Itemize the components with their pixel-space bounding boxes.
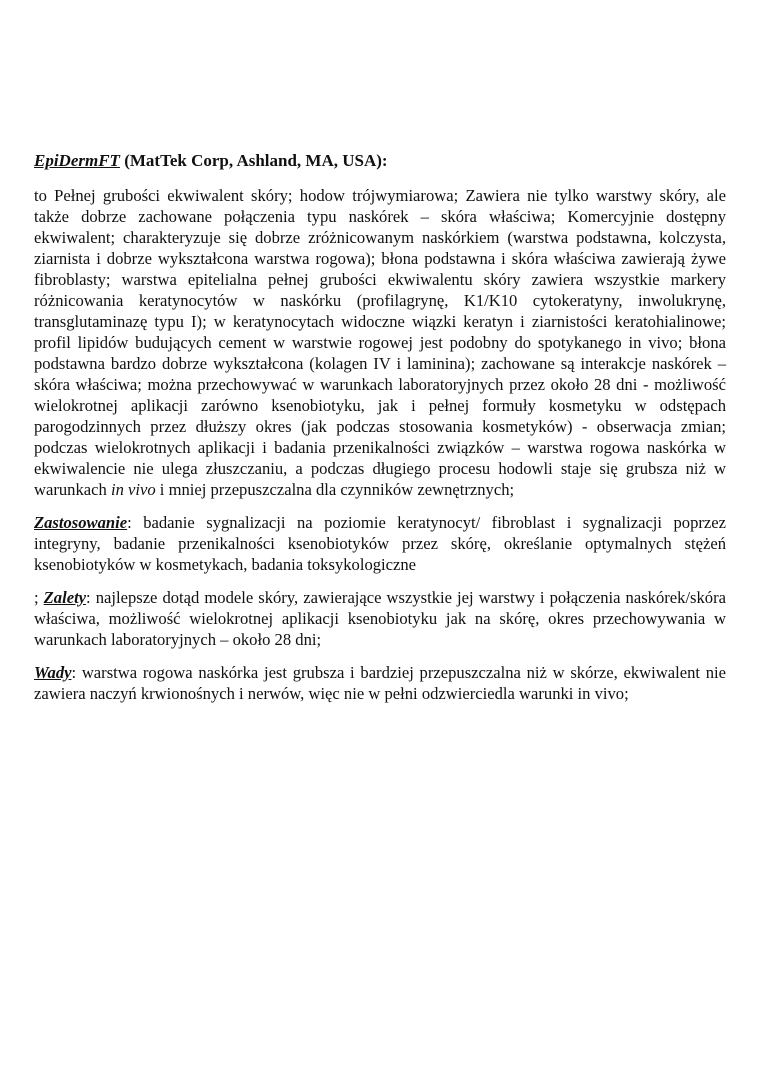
advantages-label: Zalety — [43, 588, 87, 607]
document-page — [34, 150, 726, 716]
advantages-paragraph — [34, 587, 726, 650]
description-paragraph — [34, 185, 726, 500]
applications-paragraph — [34, 512, 726, 575]
disadvantages-label: Wady — [34, 663, 72, 682]
advantages-text: : najlepsze dotąd modele skóry, zawierające wszystkie jej warstwy i połączenia naskórek/skóra właściwa, możliwość wielokrotnej aplikacji ksenobiotyku jak na skórę, okres przechowywania w warunkach laboratoryjnych – około 28 dni; — [34, 588, 726, 649]
description-text-1: to Pełnej grubości ekwiwalent skóry; hodow trójwymiarowa; Zawiera nie tylko warstwy skóry, ale także dobrze zachowane połączenia typu naskórek – skóra właściwa; Komercyjnie dostępny ekwiwalent; charakteryzuje się dobrze zróżnicowanym naskórkiem (warstwa podstawna, kolczysta, ziarnista i dobrze wykształcona warstwa rogowa); błona podstawna i skóra właściwa zawierają żywe fibroblasty; warstwa epitelialna pełnej grubości ekwiwalentu skóry zawiera wszystkie markery różnicowania keratynocytów w naskórku (profilagrynę, K1/K10 cytokeratyny, inwolukrynę, transglutaminazę typu I); w keratynocytach widoczne wiązki keratyn i ziarnistości keratohialinowe; profil lipidów budujących cement w warstwie rogowej jest podobny do spotykanego in vivo; błona podstawna bardzo dobrze wykształcona (kolagen IV i laminina); zachowane są interakcje naskórek – skóra właściwa; można przechowywać w warunkach laboratoryjnych przez około 28 dni - możliwość wielokrotnej aplikacji zarówno ksenobiotyku, jak i pełnej formuły kosmetyku w odstępach parogodzinnych przez dłuższy okres (jak podczas stosowania kosmetyków) - obserwacja zmian; podczas wielokrotnych aplikacji i badania przenikalności związków – warstwa rogowa naskórka w ekwiwalencie nie ulega złuszczaniu, a podczas długiego procesu hodowli staje się grubsza niż w warunkach — [34, 186, 726, 499]
applications-label: Zastosowanie — [34, 513, 128, 532]
advantages-prefix: ; — [34, 588, 44, 607]
disadvantages-paragraph — [34, 662, 726, 704]
applications-text: : badanie sygnalizacji na poziomie keratynocyt/ fibroblast i sygnalizacji poprzez integryny, badanie przenikalności ksenobiotyków przez skórę, określanie optymalnych stężeń ksenobiotyków w kosmetykach, badania toksykologiczne — [34, 513, 726, 574]
description-text-2: i mniej przepuszczalna dla czynników zewnętrznych; — [155, 480, 515, 499]
heading-manufacturer: (MatTek Corp, Ashland, MA, USA): — [119, 151, 388, 170]
description-italic: in vivo — [110, 480, 156, 499]
heading-brand: EpiDermFT — [34, 151, 120, 170]
disadvantages-text: : warstwa rogowa naskórka jest grubsza i bardziej przepuszczalna niż w skórze, ekwiwalent nie zawiera naczyń krwionośnych i nerwów, więc nie w pełni odzwierciedla warunki in vivo; — [34, 663, 726, 703]
section-heading — [34, 150, 726, 171]
